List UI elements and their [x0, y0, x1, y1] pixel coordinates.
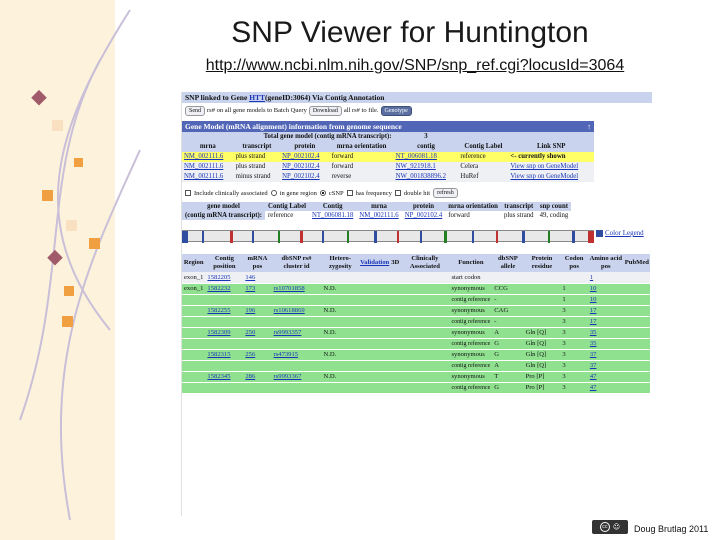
by-icon: ☺ — [612, 523, 621, 531]
diamond-marker — [47, 250, 63, 266]
ncbi-snp-screenshot — [181, 92, 652, 516]
square-marker — [62, 316, 73, 327]
snp-table-row: 1582309 250 rs9993357 N.D. synonymous A Gln [Q] 3 35 — [182, 327, 650, 338]
gene-model-header: Gene Model (mRNA alignment) information from genome sequence ↑ — [182, 121, 594, 132]
source-url-link[interactable]: http://www.ncbi.nlm.nih.gov/SNP/snp_ref.cgi?locusId=3064 — [205, 57, 625, 74]
snp-table-row: exon_1 1582232 173 rs10701858 N.D. synonymous CCG 1 10 — [182, 283, 650, 294]
snp-table-row: 1582255 196 rs10618869 N.D. synonymous CAG 3 17 — [182, 305, 650, 316]
download-button[interactable]: Download — [309, 106, 342, 116]
snp-table-row: contig reference G Gln [Q] 3 35 — [182, 338, 650, 349]
square-marker — [66, 220, 77, 231]
snp-table-row: contig reference - 1 10 — [182, 294, 650, 305]
snp-position-strip[interactable] — [182, 226, 652, 248]
snp-table-row: exon_1 1582205 146 start codon 1 — [182, 272, 650, 283]
gene-model-row: NM_002111.6 minus strand NP_002102.4 reverse NW_001838896.2 HuRef View snp on GeneModel — [182, 172, 594, 182]
square-marker — [64, 286, 74, 296]
cc-icon: cc — [600, 522, 610, 532]
current-context-table: gene model Contig Label Contig mrna protein mrna orientation transcript snp count (contig mRNA transcript): reference NT_006081.18 NM_002111.6 NP_002102.4 forward plus strand 49, coding — [182, 202, 571, 220]
snp-table-row: contig reference A Gln [Q] 3 37 — [182, 360, 650, 371]
diamond-marker — [31, 90, 47, 106]
color-legend[interactable]: Color Legend — [596, 229, 644, 237]
gene-model-col-header: gene model — [182, 202, 265, 211]
decorative-curves — [0, 0, 160, 540]
annotation-bar: SNP linked to Gene HTT(geneID:3064) Via Contig Annotation — [182, 92, 652, 103]
refresh-button[interactable]: refresh — [433, 188, 458, 198]
snp-table-row: contig reference G Pro [P] 3 47 — [182, 382, 650, 393]
send-button[interactable]: Send — [185, 106, 205, 116]
gene-model-table: Total gene model (contig mRNA transcript): 3 mrna transcript protein mrna orientation contig Contig Label Link SNP NM_002111.6 plus strand NP_002102.4 forward NT_006081.18 reference <- currently shown NM_002111.6 plus strand NP_002102.4 forward NW_921918.1 Celera View snp on GeneModel NM_002111.6 minus strand NP_002102.4 reverse NW_001838896.2 HuRef View snp on GeneModel — [182, 132, 594, 182]
genotype-button[interactable]: Genotype — [381, 106, 412, 116]
gene-model-row: NM_002111.6 plus strand NP_002102.4 forward NW_921918.1 Celera View snp on GeneModel — [182, 162, 594, 172]
snp-ticks — [182, 231, 594, 243]
snp-table: Region Contig position mRNA pos dbSNP rs# cluster id Hetero-zygosity Validation 3D Clinically Associated Function dbSNP allele Protein residue Codon pos Amino acid pos PubMed exon_1 1582205 146 start codon 1 exon_1 1582232 173 rs10701858 N.D. synonymous CCG 1 10 contig reference - 1 10 1582255 196 rs10618869 N.D. synonymous CAG 3 17 contig reference - 3 17 1582309 250 rs9993357 N.D. synonymous A Gln [Q] 3 35 contig reference G Gln [Q] 3 35 1582315 256 rs473915 N.D. synonymous G Gln [Q] 3 37 contig reference A Gln [Q] 3 37 1582345 286 rs9993367 N.D. synonymous T Pro [P] 3 47 contig reference G Pro [P] 3 47 — [183, 255, 649, 391]
slide-title: SNP Viewer for Huntington — [231, 16, 589, 49]
square-marker — [89, 238, 100, 249]
csnp-radio[interactable] — [320, 190, 326, 196]
snp-table-row: contig reference - 3 17 — [182, 316, 650, 327]
cc-by-license-badge — [592, 520, 628, 534]
gene-model-row: NM_002111.6 plus strand NP_002102.4 forward NT_006081.18 reference <- currently shown — [182, 152, 594, 162]
filter-options-row: Include clinically associated in gene region cSNP has frequency double hit refresh — [182, 186, 652, 200]
author-credit: Doug Brutlag 2011 — [634, 524, 709, 534]
clinical-checkbox[interactable] — [185, 190, 191, 196]
legend-square-icon — [596, 230, 603, 237]
in-gene-radio[interactable] — [271, 190, 277, 196]
snp-table-row: 1582315 256 rs473915 N.D. synonymous G Gln [Q] 3 37 — [182, 349, 650, 360]
square-marker — [52, 120, 63, 131]
batch-query-row: Send rs# on all gene models to Batch Query Download all rs# to file. Genotype — [182, 103, 652, 118]
double-hit-checkbox[interactable] — [395, 190, 401, 196]
snp-table-row: 1582345 286 rs9993367 N.D. synonymous T Pro [P] 3 47 — [182, 371, 650, 382]
square-marker — [42, 190, 53, 201]
up-arrow-icon[interactable]: ↑ — [587, 122, 591, 131]
gene-link[interactable]: HTT — [249, 93, 266, 102]
has-frequency-checkbox[interactable] — [347, 190, 353, 196]
square-marker — [74, 158, 83, 167]
